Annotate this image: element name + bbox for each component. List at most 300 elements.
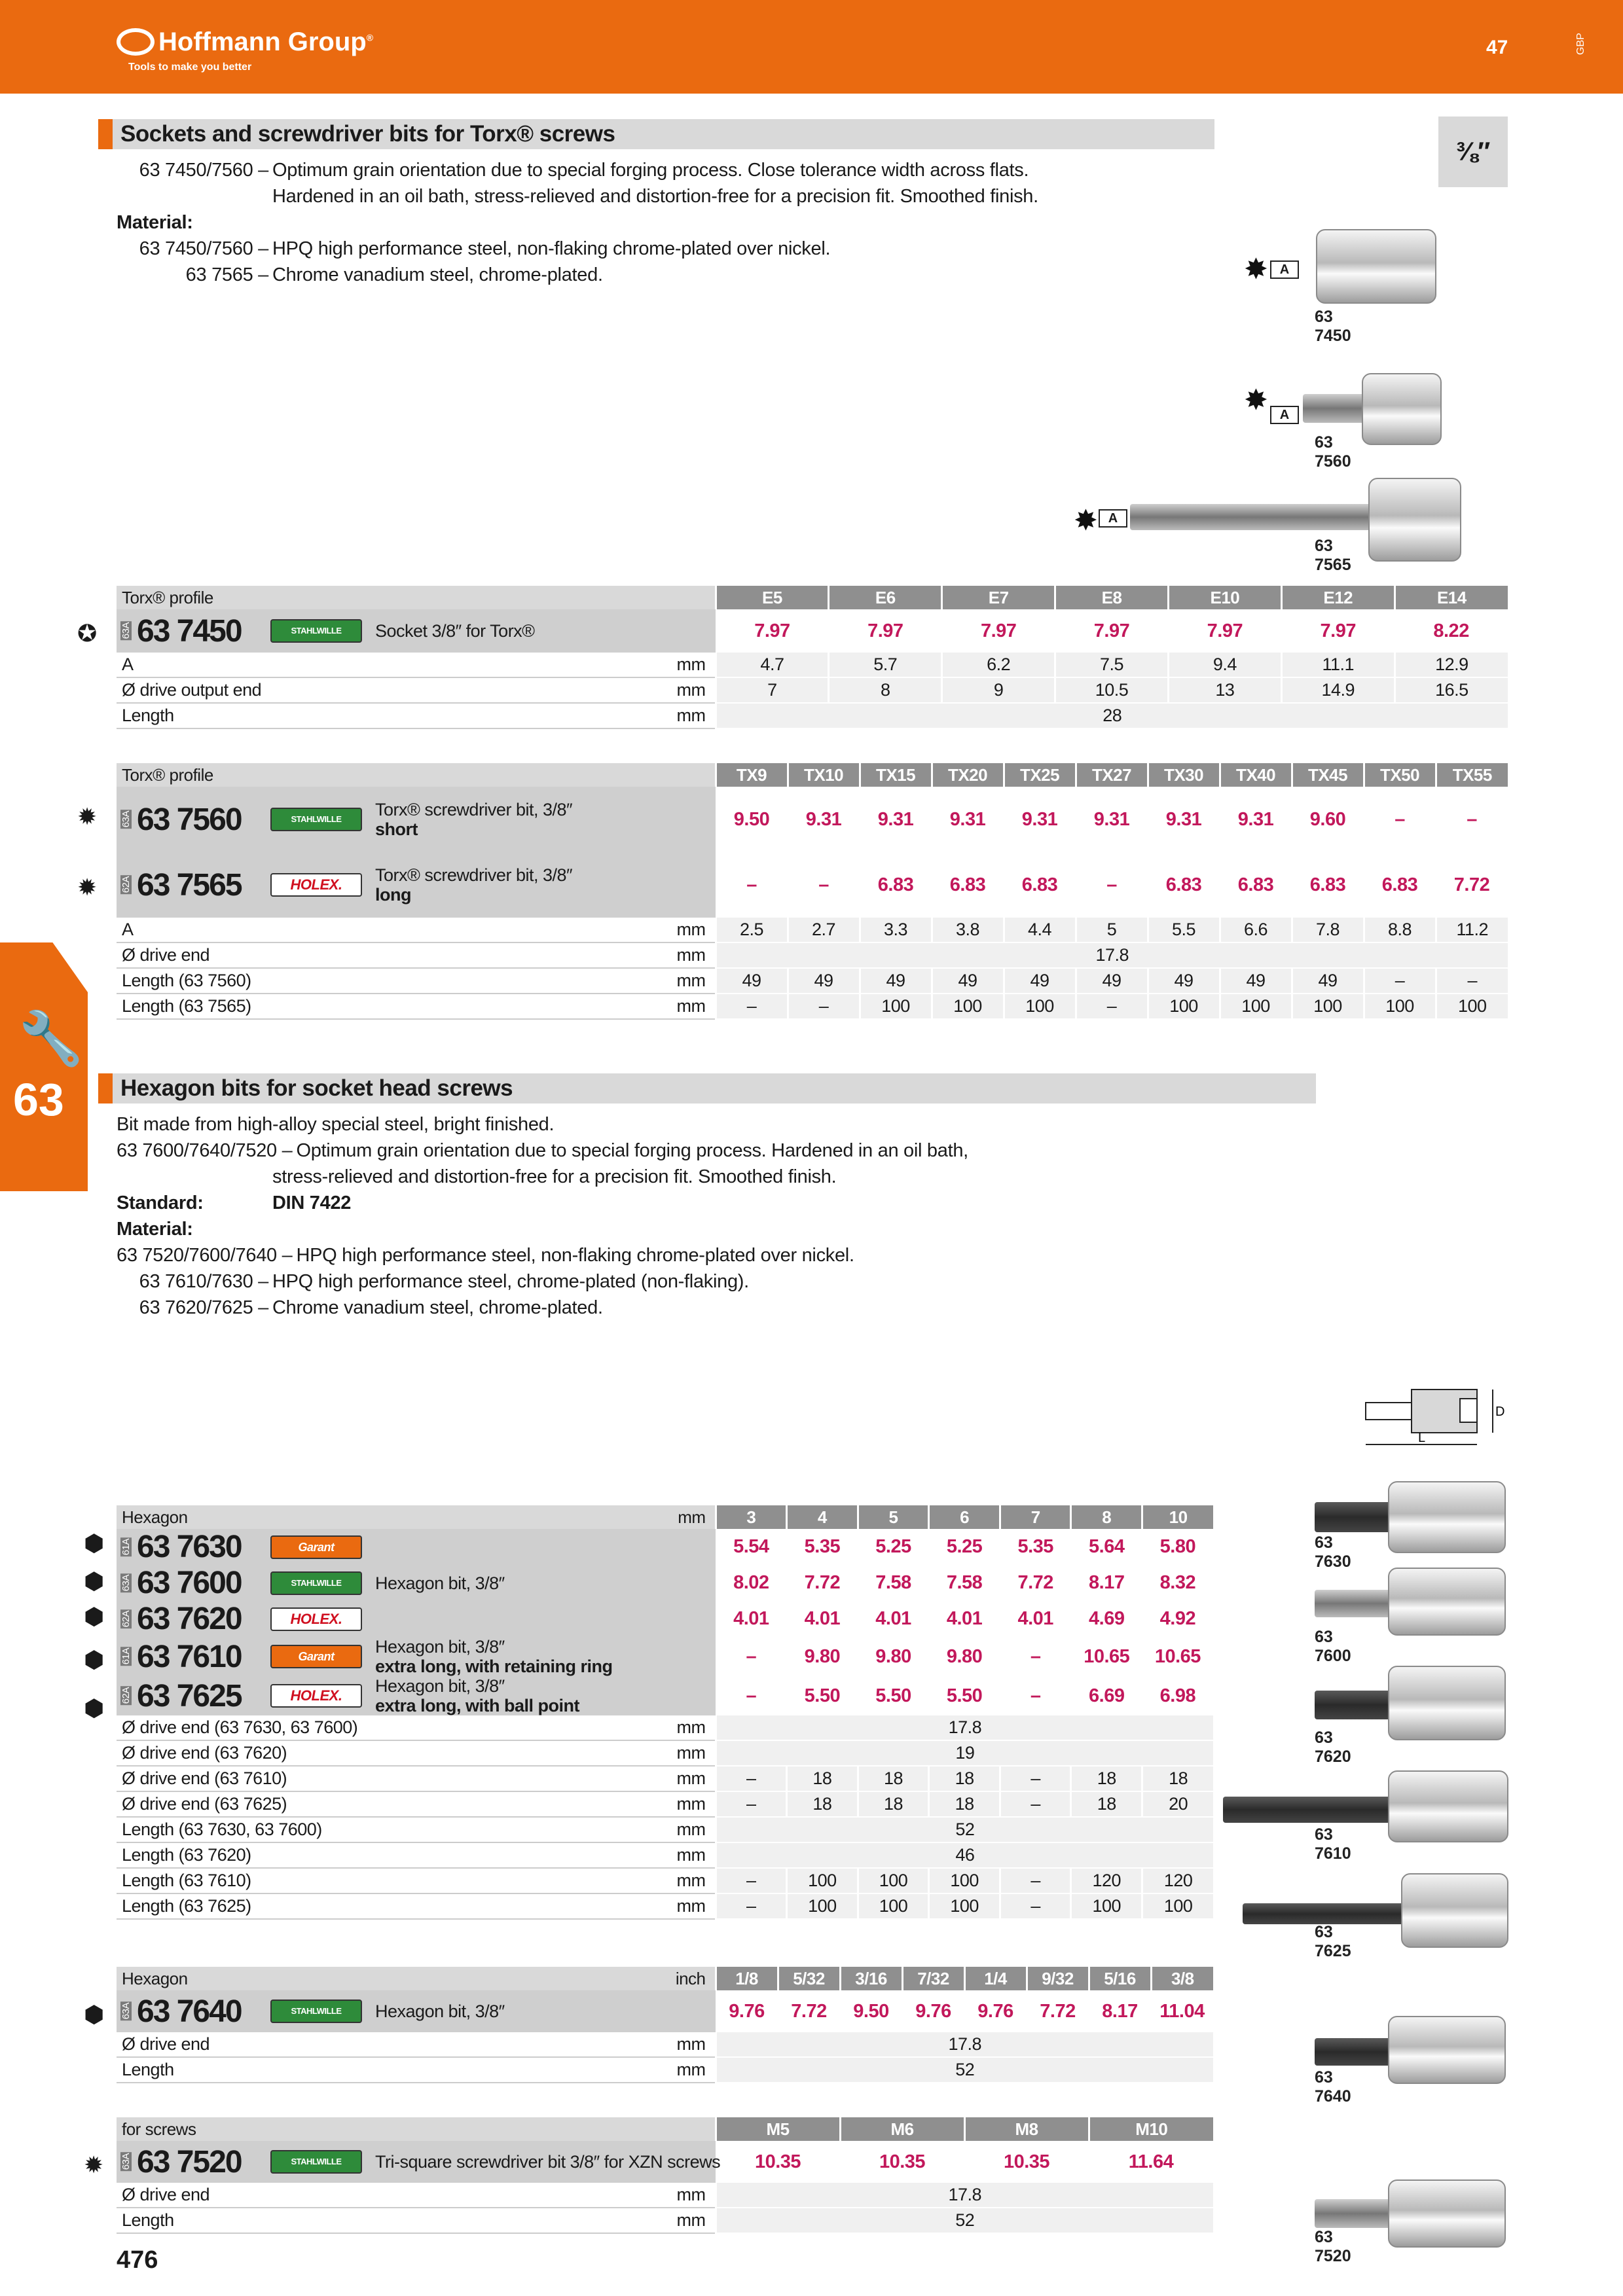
spec-row — [117, 1715, 1213, 1740]
description-key: 63 7600/7640/7520 – — [117, 1140, 293, 1161]
price-cell[interactable]: 7.72 — [1436, 852, 1508, 918]
hex-bit — [1315, 1590, 1393, 1617]
price-cell[interactable]: 9.76 — [902, 1990, 964, 2032]
brand-cell — [270, 1529, 375, 1565]
spec-unit: mm — [375, 1740, 716, 1766]
price-cell[interactable]: 5.80 — [1142, 1529, 1214, 1565]
brand-cell — [270, 2141, 375, 2183]
price-cell[interactable]: 9.31 — [1148, 787, 1220, 852]
dimension-diagram — [1362, 1384, 1512, 1456]
section-description — [117, 1111, 968, 1321]
article-number[interactable]: 63 7610 — [137, 1639, 242, 1674]
price-cell[interactable]: 8.22 — [1395, 609, 1508, 653]
price-cell[interactable]: 7.58 — [929, 1565, 1000, 1601]
torx-socket-icon: ✪ — [77, 620, 98, 647]
price-cell[interactable]: 7.97 — [1168, 609, 1281, 653]
spec-unit: mm — [375, 1893, 716, 1919]
image-caption: 63 7560 — [1315, 433, 1351, 471]
brand-logo-garant: Garant — [270, 1645, 362, 1668]
description-value: Chrome vanadium steel, chrome-plated. — [272, 1297, 603, 1318]
price-cell[interactable]: 7.58 — [858, 1565, 929, 1601]
spec-unit: mm — [375, 2183, 716, 2208]
brand-logo-holex: HOLEX. — [270, 1684, 362, 1708]
socket-body — [1388, 1770, 1508, 1842]
price-cell[interactable]: 7.97 — [942, 609, 1055, 653]
product-description — [375, 1537, 716, 1557]
price-cell[interactable]: 5.50 — [858, 1676, 929, 1715]
spec-value: 20 — [1142, 1791, 1214, 1817]
article-cell — [117, 609, 270, 653]
spec-value: 18 — [929, 1766, 1000, 1791]
price-cell[interactable]: 9.50 — [716, 787, 788, 852]
price-cell[interactable]: – — [1000, 1637, 1071, 1676]
column-header: E5 — [716, 586, 829, 609]
column-header: 8 — [1071, 1505, 1142, 1529]
price-cell[interactable]: 11.64 — [1089, 2141, 1213, 2183]
spec-unit: mm — [375, 1715, 716, 1740]
spec-label: Length — [117, 2208, 375, 2233]
hex-bit-icon: ⬢ — [84, 1695, 105, 1721]
spec-unit: mm — [375, 1766, 716, 1791]
price-cell[interactable]: 5.35 — [787, 1529, 858, 1565]
header-label: Hexagon — [117, 1967, 375, 1990]
spec-label: Length (63 7560) — [117, 968, 375, 994]
header-unit — [375, 586, 716, 609]
brand-logo-garant: Garant — [270, 1535, 362, 1559]
hex-bit-icon: ⬢ — [84, 1603, 105, 1630]
price-cell[interactable]: 8.32 — [1142, 1565, 1214, 1601]
price-cell[interactable]: 7.72 — [1027, 1990, 1089, 2032]
product-row[interactable] — [117, 609, 1508, 653]
spec-value: 100 — [1004, 994, 1076, 1019]
description-cell — [375, 1565, 716, 1601]
header-unit: mm — [375, 1505, 716, 1529]
description-value: HPQ high performance steel, chrome-plated (non-flaking). — [272, 1271, 749, 1292]
brand-cell — [270, 787, 375, 852]
description-line — [117, 1295, 968, 1321]
article-number[interactable]: 63 7560 — [137, 802, 242, 837]
spec-label: Ø drive output end — [117, 677, 375, 703]
spec-value: 5.7 — [829, 653, 942, 677]
price-cell[interactable]: 6.83 — [1364, 852, 1436, 918]
price-cell[interactable]: 9.80 — [787, 1637, 858, 1676]
price-cell[interactable]: 9.31 — [1220, 787, 1292, 852]
hex-bit-icon: ⬢ — [84, 1530, 105, 1556]
spec-label: Ø drive end (63 7630, 63 7600) — [117, 1715, 375, 1740]
spec-value: 49 — [1076, 968, 1148, 994]
torx-icon: ✸ — [1244, 384, 1268, 416]
table-header-row — [117, 2117, 1213, 2141]
brand-cell — [270, 1990, 375, 2032]
spec-value: 18 — [787, 1791, 858, 1817]
spec-value: 100 — [932, 994, 1004, 1019]
article-number[interactable]: 63 7565 — [137, 867, 242, 903]
price-cell[interactable]: 10.35 — [840, 2141, 964, 2183]
column-header: TX27 — [1076, 763, 1148, 787]
price-cell[interactable]: 4.01 — [1000, 1601, 1071, 1637]
column-header: 7/32 — [902, 1967, 964, 1990]
price-cell[interactable]: 6.69 — [1071, 1676, 1142, 1715]
description-key: 63 7620/7625 – — [139, 1297, 268, 1318]
spec-unit: mm — [375, 1817, 716, 1842]
article-prefix: 63A — [120, 2153, 132, 2170]
torx-bit-icon: ✹ — [77, 874, 98, 901]
desc-line: Socket 3/8″ for Torx® — [375, 621, 535, 641]
description-key: Standard: — [117, 1193, 204, 1213]
price-cell[interactable]: 6.83 — [932, 852, 1004, 918]
spec-value: – — [716, 1893, 787, 1919]
header-label: Torx® profile — [117, 763, 375, 787]
description-cell — [375, 1529, 716, 1565]
spec-value: 100 — [858, 1868, 929, 1893]
price-cell[interactable]: 9.31 — [1076, 787, 1148, 852]
desc-line-bold: extra long, with retaining ring — [375, 1657, 613, 1676]
spec-value: – — [1000, 1766, 1071, 1791]
spec-unit: mm — [375, 2032, 716, 2057]
description-value: Hardened in an oil bath, stress-relieved and distortion-free for a precision fit. Smoothed finish. — [272, 186, 1038, 207]
article-number[interactable]: 63 7620 — [137, 1602, 242, 1636]
article-cell — [117, 787, 270, 852]
brand-logo-stahlwille: STAHLWILLE — [270, 2150, 362, 2174]
spec-row — [117, 2183, 1213, 2208]
article-number[interactable]: 63 7450 — [137, 613, 242, 649]
price-cell[interactable]: – — [1436, 787, 1508, 852]
description-key: Material: — [117, 1219, 193, 1240]
product-row[interactable] — [117, 1565, 1213, 1601]
column-header: E10 — [1168, 586, 1281, 609]
article-prefix: 62A — [120, 876, 132, 893]
price-cell[interactable]: 6.83 — [860, 852, 932, 918]
price-cell[interactable]: 6.83 — [1148, 852, 1220, 918]
spec-value: 49 — [716, 968, 788, 994]
price-cell[interactable]: 10.35 — [716, 2141, 840, 2183]
dim-l-label: L — [1418, 1431, 1426, 1445]
spec-value: 100 — [1436, 994, 1508, 1019]
hex-bit — [1315, 1691, 1393, 1719]
description-line — [117, 1111, 968, 1138]
spec-value: 100 — [929, 1868, 1000, 1893]
product-description — [375, 1637, 716, 1676]
price-cell[interactable]: 4.01 — [787, 1601, 858, 1637]
spec-unit: mm — [375, 1842, 716, 1868]
spec-unit: mm — [375, 1868, 716, 1893]
price-cell[interactable]: 7.97 — [1055, 609, 1169, 653]
price-cell[interactable]: 7.72 — [787, 1565, 858, 1601]
spec-value: 7.5 — [1055, 653, 1169, 677]
spec-row — [117, 994, 1508, 1019]
spec-value: – — [1000, 1893, 1071, 1919]
description-line — [117, 157, 1038, 183]
desc-line: Hexagon bit, 3/8″ — [375, 1676, 505, 1696]
section-title-text: Hexagon bits for socket head screws — [120, 1075, 513, 1101]
spec-row — [117, 2057, 1213, 2083]
column-header: 6 — [929, 1505, 1000, 1529]
page-number-top: 47 — [1486, 37, 1508, 58]
spec-unit: mm — [375, 994, 716, 1019]
price-cell[interactable]: 4.01 — [929, 1601, 1000, 1637]
price-cell[interactable]: – — [1000, 1676, 1071, 1715]
bit-shank — [1130, 504, 1379, 530]
brand-cell — [270, 1676, 375, 1715]
price-cell[interactable]: – — [716, 1637, 787, 1676]
price-cell[interactable]: 6.83 — [1292, 852, 1364, 918]
bit-shank — [1303, 394, 1368, 423]
column-header: 1/4 — [964, 1967, 1027, 1990]
price-cell[interactable]: 5.50 — [787, 1676, 858, 1715]
product-row[interactable] — [117, 1637, 1213, 1676]
price-cell[interactable]: – — [1364, 787, 1436, 852]
description-line — [117, 262, 1038, 288]
article-cell — [117, 1529, 270, 1565]
price-cell[interactable]: 10.65 — [1071, 1637, 1142, 1676]
spec-value: – — [788, 994, 860, 1019]
spec-label: Ø drive end — [117, 942, 375, 968]
description-line — [117, 1268, 968, 1295]
spec-value: – — [716, 1868, 787, 1893]
price-cell[interactable]: 7.72 — [1000, 1565, 1071, 1601]
description-value — [268, 212, 272, 233]
image-caption: 63 7565 — [1315, 537, 1351, 574]
spec-value: 14.9 — [1281, 677, 1395, 703]
description-key: 63 7450/7560 – — [139, 238, 268, 259]
article-cell — [117, 1637, 270, 1676]
article-number[interactable]: 63 7520 — [137, 2144, 242, 2179]
product-row[interactable] — [117, 1990, 1213, 2032]
section-description — [117, 157, 1038, 288]
spec-value: 19 — [716, 1740, 1213, 1766]
price-cell[interactable]: 4.01 — [716, 1601, 787, 1637]
price-cell[interactable]: 8.17 — [1089, 1990, 1151, 2032]
brand-cell — [270, 609, 375, 653]
spec-label: Ø drive end (63 7610) — [117, 1766, 375, 1791]
spec-value: 49 — [1292, 968, 1364, 994]
price-cell[interactable]: 9.31 — [1004, 787, 1076, 852]
price-cell[interactable]: 6.98 — [1142, 1676, 1214, 1715]
product-description — [375, 1676, 716, 1715]
spec-row — [117, 2208, 1213, 2233]
column-header: 10 — [1142, 1505, 1214, 1529]
description-line — [117, 1190, 968, 1216]
description-value: Optimum grain orientation due to special forging process. Hardened in an oil bath, — [296, 1140, 968, 1161]
price-cell[interactable]: 4.69 — [1071, 1601, 1142, 1637]
spec-row — [117, 1868, 1213, 1893]
socket-body — [1388, 2016, 1506, 2084]
description-line — [117, 183, 1038, 209]
product-row[interactable] — [117, 1601, 1213, 1637]
description-key: 63 7610/7630 – — [139, 1271, 268, 1292]
spec-label: Length — [117, 703, 375, 728]
tagline: Tools to make you better — [128, 62, 252, 73]
spec-value: 17.8 — [716, 1715, 1213, 1740]
price-cell[interactable]: 9.50 — [840, 1990, 902, 2032]
article-number[interactable]: 63 7640 — [137, 1994, 242, 2029]
column-header: 7 — [1000, 1505, 1071, 1529]
price-cell[interactable]: 4.92 — [1142, 1601, 1214, 1637]
spec-label: Ø drive end (63 7620) — [117, 1740, 375, 1766]
spec-value: 17.8 — [716, 2032, 1213, 2057]
article-number[interactable]: 63 7625 — [137, 1678, 242, 1713]
price-cell[interactable]: 6.83 — [1004, 852, 1076, 918]
spec-unit: mm — [375, 942, 716, 968]
spec-value: 49 — [1148, 968, 1220, 994]
image-caption: 63 7625 — [1315, 1923, 1351, 1960]
column-header: TX30 — [1148, 763, 1220, 787]
spec-value: 120 — [1071, 1868, 1142, 1893]
spec-label: Ø drive end — [117, 2032, 375, 2057]
spec-value: 18 — [858, 1766, 929, 1791]
desc-line: Hexagon bit, 3/8″ — [375, 1637, 505, 1657]
brand-name: Hoffmann Group — [158, 27, 367, 56]
hoffmann-logo[interactable] — [117, 27, 373, 57]
price-cell[interactable]: 7.97 — [1281, 609, 1395, 653]
spec-label: Length (63 7625) — [117, 1893, 375, 1919]
table-header-row — [117, 763, 1508, 787]
description-line — [117, 1164, 968, 1190]
spec-row — [117, 1842, 1213, 1868]
brand-logo-stahlwille: STAHLWILLE — [270, 1571, 362, 1595]
article-prefix: 63A — [120, 2003, 132, 2020]
product-row[interactable] — [117, 1529, 1213, 1565]
spec-row — [117, 1817, 1213, 1842]
spec-label: Ø drive end — [117, 2183, 375, 2208]
spec-row — [117, 1893, 1213, 1919]
spec-value: 18 — [1142, 1766, 1214, 1791]
spec-value: – — [1000, 1791, 1071, 1817]
spec-value: 13 — [1168, 677, 1281, 703]
image-caption: 63 7520 — [1315, 2228, 1351, 2265]
price-cell[interactable]: 5.25 — [858, 1529, 929, 1565]
spec-value: 100 — [1364, 994, 1436, 1019]
spec-value: 52 — [716, 2208, 1213, 2233]
spec-value: 46 — [716, 1842, 1213, 1868]
price-cell[interactable]: – — [788, 852, 860, 918]
brand-logo-holex: HOLEX. — [270, 1607, 362, 1631]
price-cell[interactable]: 5.54 — [716, 1529, 787, 1565]
spec-unit: mm — [375, 918, 716, 942]
column-header: TX55 — [1436, 763, 1508, 787]
spec-value: 49 — [788, 968, 860, 994]
price-cell[interactable]: 5.64 — [1071, 1529, 1142, 1565]
description-value: HPQ high performance steel, non-flaking chrome-plated over nickel. — [296, 1245, 854, 1266]
price-cell[interactable]: 9.80 — [929, 1637, 1000, 1676]
xzn-bit — [1315, 2199, 1393, 2228]
price-cell[interactable]: 9.31 — [788, 787, 860, 852]
article-cell — [117, 852, 270, 918]
spec-row — [117, 1740, 1213, 1766]
description-value — [268, 1219, 272, 1240]
price-cell[interactable]: 5.25 — [929, 1529, 1000, 1565]
price-cell[interactable]: – — [716, 1676, 787, 1715]
dim-label: A — [1270, 406, 1299, 424]
spec-label: Ø drive end (63 7625) — [117, 1791, 375, 1817]
socket-body — [1388, 1481, 1506, 1553]
price-cell[interactable]: – — [1076, 852, 1148, 918]
product-row[interactable] — [117, 1676, 1213, 1715]
price-cell[interactable]: 7.97 — [716, 609, 829, 653]
table-hex-inch — [117, 1967, 1213, 2083]
spec-label: Length (63 7610) — [117, 1868, 375, 1893]
article-number[interactable]: 63 7600 — [137, 1566, 242, 1600]
column-header: E8 — [1055, 586, 1169, 609]
price-cell[interactable]: 8.02 — [716, 1565, 787, 1601]
column-header: E12 — [1281, 586, 1395, 609]
spec-row — [117, 968, 1508, 994]
desc-line-bold: long — [375, 885, 411, 905]
description-value: Optimum grain orientation due to special forging process. Close tolerance width across flats. — [272, 160, 1029, 181]
article-number[interactable]: 63 7630 — [137, 1530, 242, 1564]
spec-value: 100 — [858, 1893, 929, 1919]
image-caption: 63 7640 — [1315, 2068, 1351, 2106]
spec-value: – — [716, 1791, 787, 1817]
column-header: 5 — [858, 1505, 929, 1529]
description-line — [117, 1242, 968, 1268]
price-cell[interactable]: 9.31 — [860, 787, 932, 852]
price-cell[interactable]: 9.80 — [858, 1637, 929, 1676]
product-row[interactable] — [117, 2141, 1213, 2183]
price-cell[interactable]: 9.31 — [932, 787, 1004, 852]
price-cell[interactable]: – — [716, 852, 788, 918]
brand-cell — [270, 1637, 375, 1676]
price-cell[interactable]: 4.01 — [858, 1601, 929, 1637]
price-cell[interactable]: 7.97 — [829, 609, 942, 653]
spec-row — [117, 1766, 1213, 1791]
spec-row — [117, 2032, 1213, 2057]
product-row[interactable] — [117, 852, 1508, 918]
price-cell[interactable]: 10.65 — [1142, 1637, 1214, 1676]
price-cell[interactable]: 5.50 — [929, 1676, 1000, 1715]
hex-bit — [1315, 2038, 1393, 2066]
spec-value: 100 — [1148, 994, 1220, 1019]
image-caption: 63 7600 — [1315, 1628, 1351, 1665]
price-cell[interactable]: 7.72 — [778, 1990, 840, 2032]
price-cell[interactable]: 8.17 — [1071, 1565, 1142, 1601]
description-line — [117, 236, 1038, 262]
product-description — [375, 800, 716, 839]
price-cell[interactable]: 11.04 — [1151, 1990, 1213, 2032]
brand-cell — [270, 1565, 375, 1601]
table-header-row — [117, 1967, 1213, 1990]
spec-value: – — [716, 1766, 787, 1791]
description-value: DIN 7422 — [272, 1193, 352, 1213]
image-caption: 63 7620 — [1315, 1729, 1351, 1766]
table-torx-sockets — [117, 586, 1508, 729]
spec-row — [117, 1791, 1213, 1817]
product-row[interactable] — [117, 787, 1508, 852]
article-cell — [117, 1565, 270, 1601]
spec-value: 11.1 — [1281, 653, 1395, 677]
article-prefix: 63A — [120, 622, 132, 639]
spec-value: 18 — [929, 1791, 1000, 1817]
spec-unit: mm — [375, 1791, 716, 1817]
spec-value: 11.2 — [1436, 918, 1508, 942]
desc-line-bold: short — [375, 819, 418, 839]
spec-value: 9.4 — [1168, 653, 1281, 677]
spec-row — [117, 677, 1508, 703]
price-cell[interactable]: 9.60 — [1292, 787, 1364, 852]
price-cell[interactable]: 9.76 — [964, 1990, 1027, 2032]
hex-bit — [1315, 1502, 1393, 1532]
price-cell[interactable]: 6.83 — [1220, 852, 1292, 918]
image-caption: 63 7450 — [1315, 308, 1351, 345]
price-cell[interactable]: 10.35 — [964, 2141, 1089, 2183]
description-cell — [375, 1676, 716, 1715]
column-header: M6 — [840, 2117, 964, 2141]
price-cell[interactable]: 9.76 — [716, 1990, 778, 2032]
column-header: E14 — [1395, 586, 1508, 609]
spec-value: 4.4 — [1004, 918, 1076, 942]
desc-line: Torx® screwdriver bit, 3/8″ — [375, 800, 573, 819]
price-cell[interactable]: 5.35 — [1000, 1529, 1071, 1565]
